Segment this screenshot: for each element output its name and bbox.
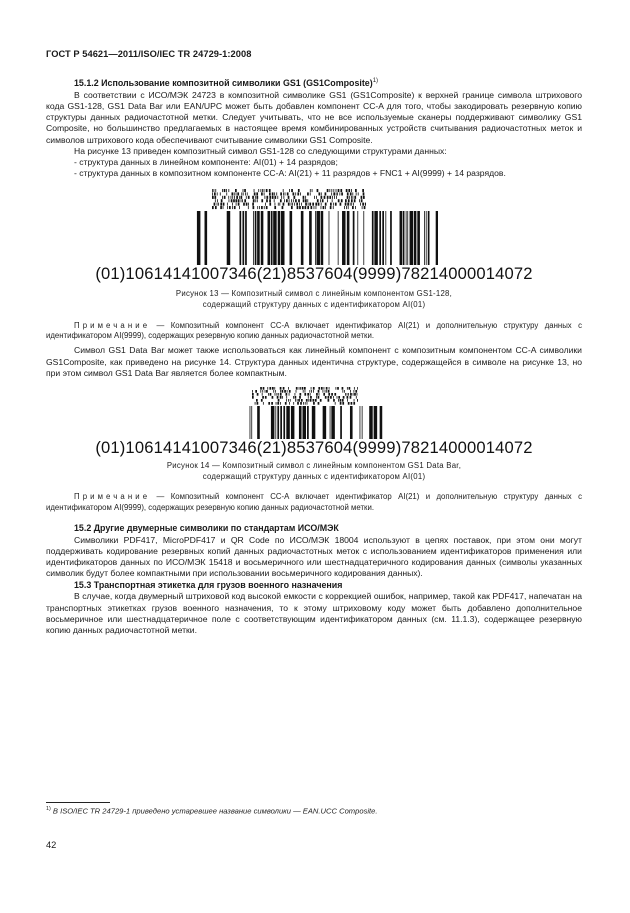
barcode-human-readable-text: (01)10614141007346(21)8537604(9999)78214000014072 <box>95 264 533 284</box>
footnote-text: В ISO/IEC TR 24729-1 приведено устаревшее название символики — EAN.UCC Composite. <box>50 806 378 816</box>
composite-barcode-gs1-databar <box>194 387 434 439</box>
footnote-marker: 1) <box>372 78 379 84</box>
footnote-divider <box>46 802 110 803</box>
list-item: - структура данных в композитном компоненте CC-A: AI(21) + 11 разрядов + FNC1 + AI(9999) + 14 разрядов. <box>74 168 506 179</box>
composite-barcode-gs1-128 <box>154 189 474 265</box>
figure-caption: Рисунок 13 — Композитный символ с линейным компонентом GS1-128, <box>175 289 453 299</box>
page-content <box>46 76 582 636</box>
figure-caption: Рисунок 14 — Композитный символ с линейным компонентом GS1 Data Bar, <box>166 461 462 470</box>
note <box>46 492 582 513</box>
section-heading-15-3: 15.3 Транспортная этикетка для грузов военного назначения <box>74 579 343 590</box>
note <box>46 321 582 342</box>
footnote <box>46 806 582 816</box>
list-item: - структура данных в линейном компоненте: AI(01) + 14 разрядов; <box>74 156 338 167</box>
paragraph: В соответствии с ИСО/МЭК 24723 в композитной символике GS1 (GS1Composite) к верхней границе символа штрихового кода GS1-128, GS1 Data Bar или EAN/UPC может быть добавлен компонент CC-A для того, чтобы закодировать резервную копию структуры данных радиочастотной метки. Следует учитывать, что не все используемые сканеры поддерживают символику GS1 Composite, но большинство предлагаемых в настоящее время комбинированных устройств считывания радиочастотных меток и символов штрихового кода обеспечивают считывание символики GS1 Composite. <box>46 89 582 145</box>
section-heading-text: 15.1.2 Использование композитной символики GS1 (GS1Composite) <box>74 77 373 88</box>
paragraph: Символики PDF417, MicroPDF417 и QR Code по ИСО/МЭК 18004 используют в цепях поставок, при этом они могут поддерживать кодирование резервных копий данных радиочастотных меток с использованием идентификаторов применения или идентификаторов данных по ИСО/МЭК 15418 и восьмеричного или шестнадцатеричного кодирования данных (символы указанных символик будут более компактными при использовании восьмеричного кодирования данных). <box>46 534 582 579</box>
figure-13 <box>46 189 582 310</box>
note-text: — Композитный компонент CC-A включает идентификатор AI(21) и дополнительную структуру данных с идентификатором AI(9999), содержащих резервную копию данных радиочастотной метки. <box>46 320 582 340</box>
section-heading-15-1-2 <box>46 76 582 90</box>
paragraph: На рисунке 13 приведен композитный символ GS1-128 со следующими структурами данных: <box>74 145 447 156</box>
paragraph: Символ GS1 Data Bar может также использоваться как линейный компонент с композитным компонентом CC-A символики GS1Composite, как приведено на рисунке 14. Структура данных идентична структуре, содержащейся в символе на рисунке 13, но при этом символ GS1 Data Bar является более компактным. <box>46 345 582 378</box>
section-heading-15-2: 15.2 Другие двумерные символики по стандартам ИСО/МЭК <box>74 523 339 533</box>
document-header: ГОСТ Р 54621—2011/ISO/IEC TR 24729-1:2008 <box>46 49 252 59</box>
figure-caption: содержащий структуру данных с идентификатором AI(01) <box>202 299 426 309</box>
paragraph: В случае, когда двумерный штриховой код высокой емкости с коррекцией ошибок, например, такой как PDF417, напечатан на транспортных этикетках грузов военного назначения, то к этому штриховому коду может быть добавлено дополнительное восьмеричное или шестнадцатеричное поле с соответствующим идентификатором данных (см. 11.1.3), содержащее резервную копию данных радиочастотной метки. <box>46 591 582 636</box>
page-number: 42 <box>46 840 57 850</box>
figure-caption: содержащий структуру данных с идентификатором AI(01) <box>202 471 426 481</box>
note-label: Примечание <box>74 320 151 330</box>
figure-14 <box>46 387 582 482</box>
note-label: Примечание <box>74 492 151 502</box>
note-text: — Композитный компонент CC-A включает идентификатор AI(21) и дополнительную структуру данных с идентификатором AI(9999), содержащих резервную копию данных радиочастотной метки. <box>46 492 582 512</box>
barcode-human-readable-text: (01)10614141007346(21)8537604(9999)78214000014072 <box>95 438 533 457</box>
footnote-number: 1) <box>46 806 51 812</box>
